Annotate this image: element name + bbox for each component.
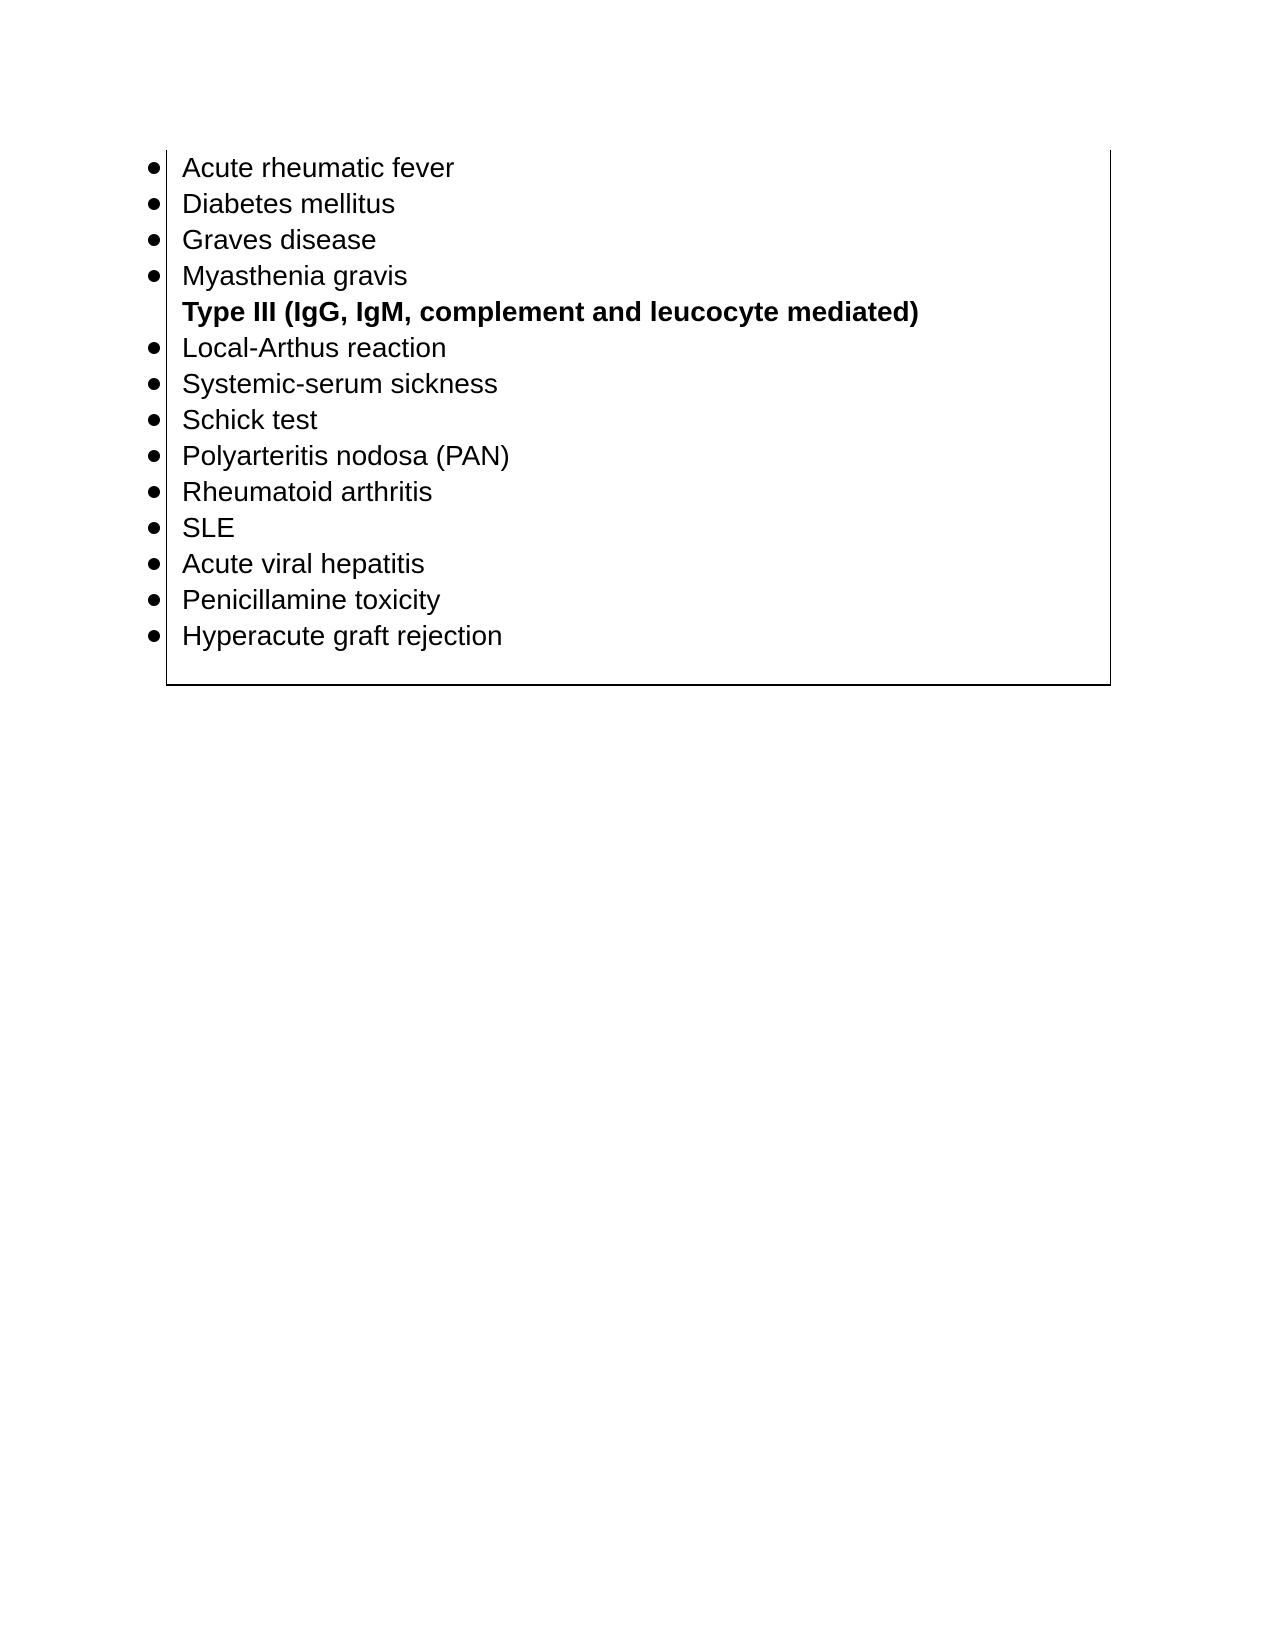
bullet-icon (148, 234, 160, 246)
list-item-text: Myasthenia gravis (182, 260, 408, 291)
list-item-text: Penicillamine toxicity (182, 584, 441, 615)
list-item-text: Hyperacute graft rejection (182, 620, 503, 651)
bullet-icon (148, 594, 160, 606)
list-item-text: Systemic-serum sickness (182, 368, 498, 399)
list-item-text: Acute rheumatic fever (182, 152, 455, 183)
list-item-text: Polyarteritis nodosa (PAN) (182, 440, 510, 471)
bullet-icon (148, 198, 160, 210)
bullet-icon (148, 450, 160, 462)
bullet-icon (148, 558, 160, 570)
bullet-icon (148, 522, 160, 534)
list-item-text: Schick test (182, 404, 318, 435)
bullet-icon (148, 270, 160, 282)
list-item-text: Local-Arthus reaction (182, 332, 447, 363)
bullet-icon (148, 414, 160, 426)
list-item-text: Rheumatoid arthritis (182, 476, 433, 507)
bullet-icon (148, 162, 160, 174)
bullet-icon (148, 630, 160, 642)
section-heading-text: Type III (IgG, IgM, complement and leucocyte mediated) (182, 296, 919, 327)
bullet-icon (148, 486, 160, 498)
bullet-icon (148, 342, 160, 354)
list-item-text: SLE (182, 512, 235, 543)
list-item-text: Acute viral hepatitis (182, 548, 425, 579)
list-item-text: Diabetes mellitus (182, 188, 396, 219)
list-item-text: Graves disease (182, 224, 377, 255)
bullet-icon (148, 378, 160, 390)
